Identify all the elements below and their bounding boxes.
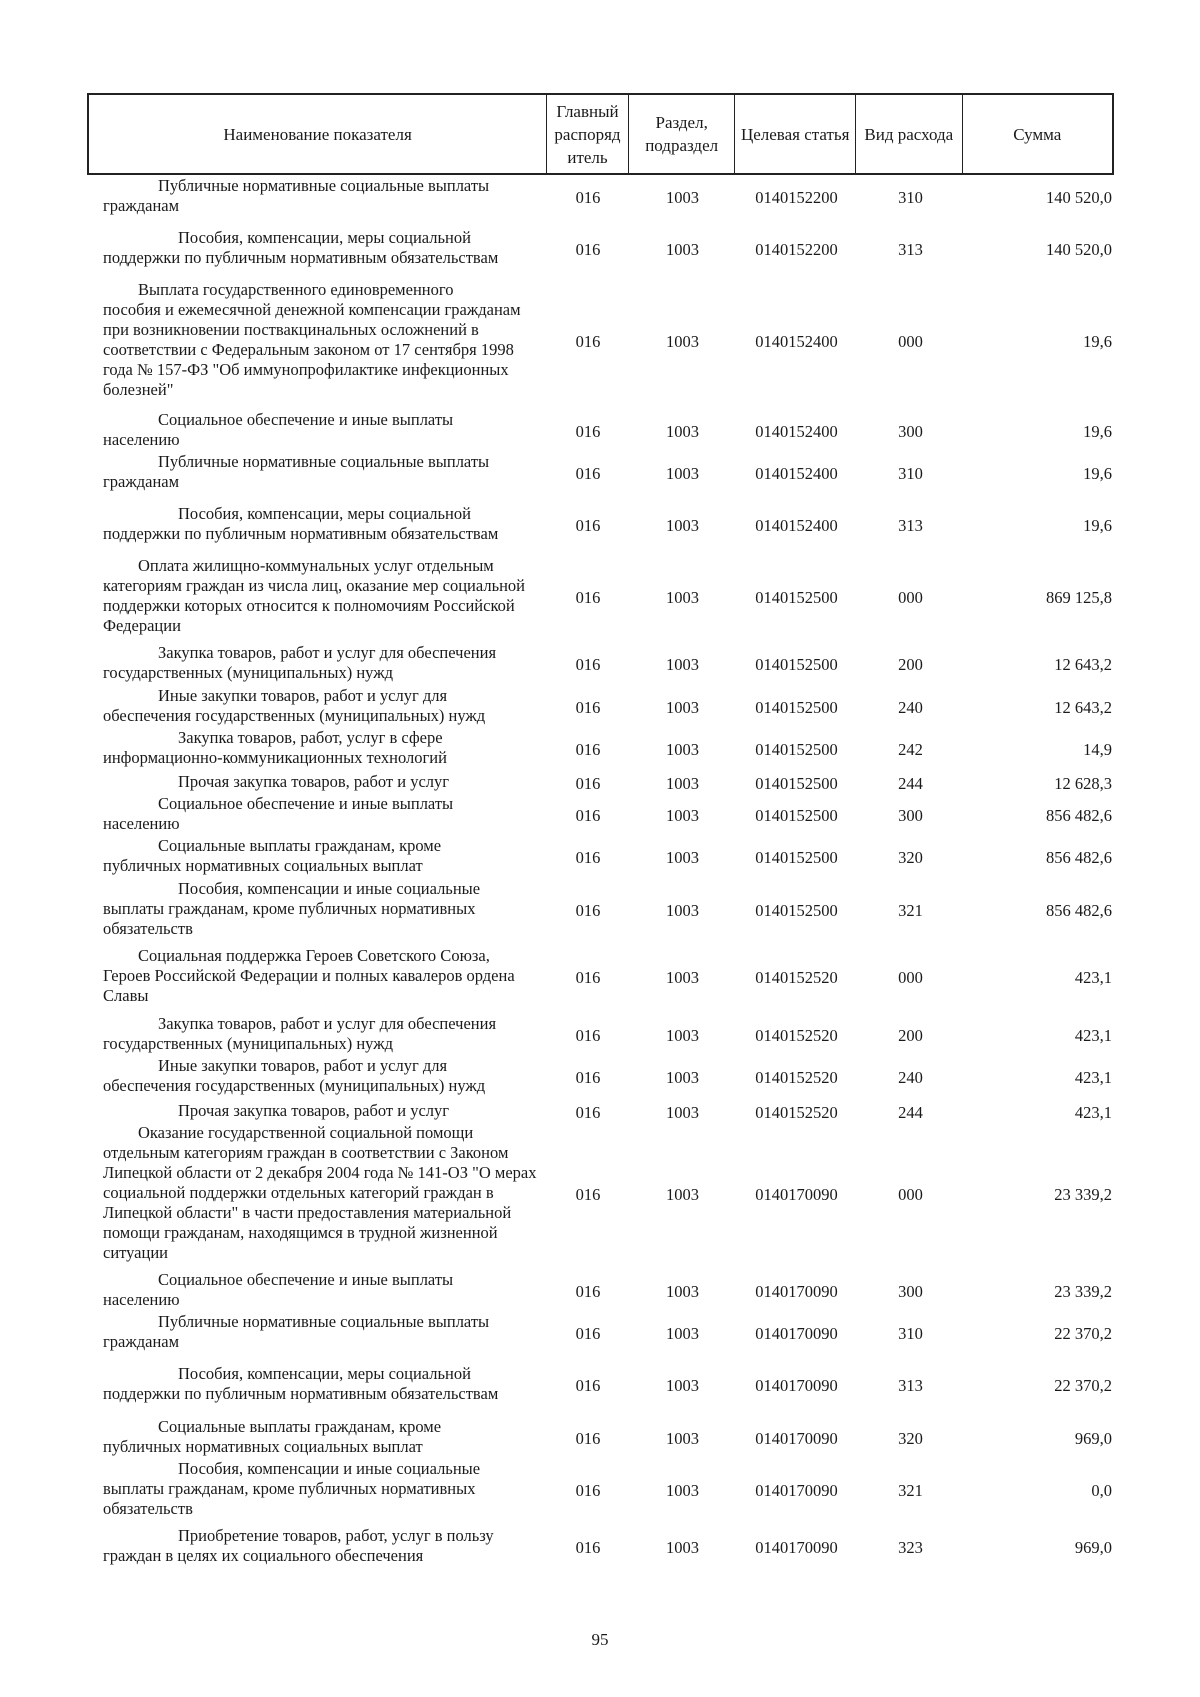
row-chief-manager: 016 (575, 806, 601, 825)
table-row (87, 452, 1114, 496)
row-chief-manager: 016 (575, 1185, 601, 1204)
row-chief-manager: 016 (575, 698, 601, 717)
row-name-first-line: Прочая закупка товаров, работ и услуг (178, 1101, 450, 1120)
table-row (87, 1123, 1114, 1267)
row-name-first-line: Пособия, компенсации, меры социальной (178, 228, 471, 247)
row-target-article: 0140170090 (755, 1185, 838, 1204)
row-name (103, 228, 543, 268)
row-expense-type: 320 (898, 1429, 923, 1448)
row-name-first-line: Публичные нормативные социальные выплаты (158, 452, 490, 471)
row-name-rest: пособия и ежемесячной денежной компенсации гражданам при возникновении поствакцинальных осложнений в соответствии с Федеральным законом от 17 сентября 1998 года № 157-ФЗ "Об иммунопрофилактике инфекционных болезней" (103, 300, 521, 399)
row-name-rest: гражданам (103, 472, 180, 491)
row-target-article: 0140152200 (755, 188, 838, 207)
table-row (87, 504, 1114, 548)
row-name-rest: государственных (муниципальных) нужд (103, 1034, 393, 1053)
row-name-first-line: Закупка товаров, работ, услуг в сфере (178, 728, 443, 747)
row-section: 1003 (666, 740, 699, 759)
row-amount: 423,1 (1074, 1026, 1112, 1045)
row-chief-manager: 016 (575, 1538, 601, 1557)
row-name-rest: информационно-коммуникационных технологий (103, 748, 447, 767)
row-target-article: 0140152400 (755, 464, 838, 483)
row-name-rest: поддержки по публичным нормативным обязательствам (103, 248, 499, 267)
row-amount: 0,0 (1091, 1481, 1112, 1500)
table-row (87, 772, 1114, 796)
row-amount: 140 520,0 (1046, 188, 1112, 207)
row-name-rest: населению (103, 814, 180, 833)
row-name (103, 410, 543, 450)
table-row (87, 1270, 1114, 1314)
row-amount: 423,1 (1074, 1103, 1112, 1122)
row-expense-type: 313 (898, 516, 923, 535)
header-gr: Главный распоряд итель (547, 95, 629, 173)
table-row (87, 1014, 1114, 1058)
row-target-article: 0140170090 (755, 1429, 838, 1448)
row-chief-manager: 016 (575, 516, 601, 535)
page-number: 95 (591, 1630, 609, 1649)
row-amount: 22 370,2 (1054, 1376, 1112, 1395)
row-expense-type: 200 (898, 1026, 923, 1045)
row-amount: 856 482,6 (1046, 806, 1112, 825)
row-amount: 969,0 (1074, 1429, 1112, 1448)
row-expense-type: 310 (898, 464, 923, 483)
row-chief-manager: 016 (575, 740, 601, 759)
row-section: 1003 (666, 774, 699, 793)
row-expense-type: 300 (898, 1282, 923, 1301)
row-chief-manager: 016 (575, 1324, 601, 1343)
row-chief-manager: 016 (575, 1068, 601, 1087)
row-name-first-line: Пособия, компенсации, меры социальной (178, 1364, 471, 1383)
row-name-first-line: Оказание государственной социальной помощи (138, 1123, 474, 1142)
row-name-first-line: Публичные нормативные социальные выплаты (158, 1312, 490, 1331)
row-name-first-line: Закупка товаров, работ и услуг для обеспечения (158, 643, 497, 662)
row-name (103, 1014, 543, 1054)
row-section: 1003 (666, 655, 699, 674)
table-row (87, 280, 1114, 404)
row-chief-manager: 016 (575, 774, 601, 793)
row-name (103, 794, 543, 834)
row-name (103, 176, 543, 216)
row-amount: 423,1 (1074, 968, 1112, 987)
row-section: 1003 (666, 1068, 699, 1087)
row-section: 1003 (666, 422, 699, 441)
row-amount: 19,6 (1083, 464, 1112, 483)
row-name-first-line: Социальное обеспечение и иные выплаты (158, 794, 454, 813)
row-name-rest: выплаты гражданам, кроме публичных нормативных обязательств (103, 899, 476, 938)
row-amount: 423,1 (1074, 1068, 1112, 1087)
row-expense-type: 242 (898, 740, 923, 759)
row-name-first-line: Оплата жилищно-коммунальных услуг отдельным (138, 556, 494, 575)
row-name-first-line: Выплата государственного единовременного (138, 280, 454, 299)
row-name-rest: публичных нормативных социальных выплат (103, 1437, 423, 1456)
header-section: Раздел, подраздел (629, 95, 736, 173)
row-name-rest: населению (103, 430, 180, 449)
row-expense-type: 310 (898, 188, 923, 207)
row-target-article: 0140170090 (755, 1538, 838, 1557)
row-amount: 23 339,2 (1054, 1282, 1112, 1301)
row-target-article: 0140152400 (755, 422, 838, 441)
table-row (87, 1101, 1114, 1125)
row-expense-type: 321 (898, 1481, 923, 1500)
table-row (87, 643, 1114, 687)
row-name (103, 452, 543, 492)
row-name-rest: граждан в целях их социального обеспечения (103, 1546, 424, 1565)
row-chief-manager: 016 (575, 464, 601, 483)
row-name-rest: гражданам (103, 1332, 180, 1351)
row-expense-type: 323 (898, 1538, 923, 1557)
row-name (103, 280, 543, 400)
row-name-rest: категориям граждан из числа лиц, оказание мер социальной поддержки которых относится к полномочиям Российской Федерации (103, 576, 526, 635)
row-expense-type: 244 (898, 1103, 923, 1122)
row-section: 1003 (666, 698, 699, 717)
row-name (103, 686, 543, 726)
row-chief-manager: 016 (575, 1282, 601, 1301)
row-name (103, 946, 543, 1006)
header-name: Наименование показателя (89, 95, 547, 173)
row-section: 1003 (666, 332, 699, 351)
row-amount: 12 628,3 (1054, 774, 1112, 793)
row-name-rest: выплаты гражданам, кроме публичных нормативных обязательств (103, 1479, 476, 1518)
row-expense-type: 320 (898, 848, 923, 867)
row-amount: 869 125,8 (1046, 588, 1112, 607)
row-name-rest: поддержки по публичным нормативным обязательствам (103, 524, 499, 543)
row-chief-manager: 016 (575, 968, 601, 987)
row-amount: 22 370,2 (1054, 1324, 1112, 1343)
row-chief-manager: 016 (575, 655, 601, 674)
row-section: 1003 (666, 516, 699, 535)
row-section: 1003 (666, 1185, 699, 1204)
row-chief-manager: 016 (575, 588, 601, 607)
row-name-first-line: Социальное обеспечение и иные выплаты (158, 1270, 454, 1289)
row-name (103, 556, 543, 636)
row-expense-type: 240 (898, 1068, 923, 1087)
row-name (103, 1101, 543, 1121)
row-target-article: 0140152520 (755, 1103, 838, 1122)
row-section: 1003 (666, 1103, 699, 1122)
row-chief-manager: 016 (575, 1103, 601, 1122)
table-row (87, 1312, 1114, 1356)
row-amount: 12 643,2 (1054, 698, 1112, 717)
row-name-first-line: Социальные выплаты гражданам, кроме (158, 836, 442, 855)
header-type: Вид расхода (856, 95, 963, 173)
header-article: Целевая статья (735, 95, 856, 173)
row-expense-type: 300 (898, 422, 923, 441)
row-amount: 14,9 (1083, 740, 1112, 759)
row-expense-type: 313 (898, 240, 923, 259)
row-name-rest: отдельным категориям граждан в соответствии с Законом Липецкой области от 2 декабря 2004 года № 141-ОЗ "О мерах социальной поддержки отдельных категорий граждан в Липецкой области" в части предоставления материальной помощи гражданам, находящимся в трудной жизненной ситуации (103, 1143, 537, 1262)
row-target-article: 0140152520 (755, 968, 838, 987)
row-expense-type: 244 (898, 774, 923, 793)
row-name (103, 1123, 543, 1263)
row-name (103, 1312, 543, 1352)
row-name-rest: Героев Российской Федерации и полных кавалеров ордена Славы (103, 966, 515, 1005)
row-name-rest: гражданам (103, 196, 180, 215)
row-section: 1003 (666, 901, 699, 920)
row-name (103, 1417, 543, 1457)
table-header (87, 93, 1114, 175)
row-target-article: 0140170090 (755, 1282, 838, 1301)
row-section: 1003 (666, 968, 699, 987)
row-section: 1003 (666, 1282, 699, 1301)
row-target-article: 0140152500 (755, 901, 838, 920)
row-target-article: 0140170090 (755, 1324, 838, 1343)
row-section: 1003 (666, 806, 699, 825)
row-name-first-line: Социальное обеспечение и иные выплаты (158, 410, 454, 429)
row-name (103, 1056, 543, 1096)
row-name-first-line: Пособия, компенсации, меры социальной (178, 504, 471, 523)
row-target-article: 0140152500 (755, 848, 838, 867)
header-sum: Сумма (1013, 124, 1062, 144)
table-row (87, 176, 1114, 220)
row-expense-type: 000 (898, 332, 923, 351)
row-name-first-line: Пособия, компенсации и иные социальные (178, 879, 481, 898)
row-chief-manager: 016 (575, 188, 601, 207)
row-section: 1003 (666, 848, 699, 867)
row-section: 1003 (666, 1538, 699, 1557)
row-name-first-line: Прочая закупка товаров, работ и услуг (178, 772, 450, 791)
row-section: 1003 (666, 1376, 699, 1395)
row-name-first-line: Иные закупки товаров, работ и услуг для (158, 686, 448, 705)
row-name-first-line: Пособия, компенсации и иные социальные (178, 1459, 481, 1478)
table-row (87, 1364, 1114, 1408)
row-name (103, 504, 543, 544)
row-expense-type: 321 (898, 901, 923, 920)
row-amount: 856 482,6 (1046, 848, 1112, 867)
row-name (103, 1364, 543, 1404)
row-section: 1003 (666, 588, 699, 607)
row-name-rest: обеспечения государственных (муниципальных) нужд (103, 1076, 486, 1095)
row-expense-type: 000 (898, 968, 923, 987)
row-expense-type: 313 (898, 1376, 923, 1395)
row-amount: 23 339,2 (1054, 1185, 1112, 1204)
row-name-rest: обеспечения государственных (муниципальных) нужд (103, 706, 486, 725)
row-amount: 19,6 (1083, 332, 1112, 351)
row-name-first-line: Иные закупки товаров, работ и услуг для (158, 1056, 448, 1075)
row-expense-type: 310 (898, 1324, 923, 1343)
table-row (87, 1417, 1114, 1461)
table-row (87, 410, 1114, 454)
row-name-rest: публичных нормативных социальных выплат (103, 856, 423, 875)
row-target-article: 0140152500 (755, 740, 838, 759)
row-target-article: 0140152500 (755, 588, 838, 607)
row-name (103, 1526, 543, 1566)
row-name (103, 879, 543, 939)
row-target-article: 0140152400 (755, 332, 838, 351)
row-expense-type: 200 (898, 655, 923, 674)
row-target-article: 0140152500 (755, 774, 838, 793)
row-expense-type: 240 (898, 698, 923, 717)
table-row (87, 946, 1114, 1010)
row-target-article: 0140152500 (755, 655, 838, 674)
row-amount: 19,6 (1083, 516, 1112, 535)
row-section: 1003 (666, 1026, 699, 1045)
table-row (87, 686, 1114, 730)
row-amount: 969,0 (1074, 1538, 1112, 1557)
row-section: 1003 (666, 1481, 699, 1500)
row-name (103, 1459, 543, 1519)
row-amount: 12 643,2 (1054, 655, 1112, 674)
row-name-rest: поддержки по публичным нормативным обязательствам (103, 1384, 499, 1403)
row-chief-manager: 016 (575, 422, 601, 441)
row-expense-type: 000 (898, 1185, 923, 1204)
row-chief-manager: 016 (575, 901, 601, 920)
row-amount: 856 482,6 (1046, 901, 1112, 920)
row-amount: 140 520,0 (1046, 240, 1112, 259)
table-row (87, 728, 1114, 772)
row-amount: 19,6 (1083, 422, 1112, 441)
row-chief-manager: 016 (575, 1481, 601, 1500)
row-chief-manager: 016 (575, 332, 601, 351)
table-row (87, 556, 1114, 640)
row-section: 1003 (666, 1324, 699, 1343)
row-name (103, 772, 543, 792)
row-target-article: 0140152520 (755, 1068, 838, 1087)
row-chief-manager: 016 (575, 1429, 601, 1448)
row-chief-manager: 016 (575, 240, 601, 259)
row-name-first-line: Социальная поддержка Героев Советского Союза, (138, 946, 490, 965)
row-target-article: 0140170090 (755, 1481, 838, 1500)
table-row (87, 794, 1114, 838)
row-name (103, 836, 543, 876)
row-expense-type: 000 (898, 588, 923, 607)
row-section: 1003 (666, 188, 699, 207)
table-row (87, 1056, 1114, 1100)
row-target-article: 0140170090 (755, 1376, 838, 1395)
row-section: 1003 (666, 464, 699, 483)
row-expense-type: 300 (898, 806, 923, 825)
row-target-article: 0140152500 (755, 698, 838, 717)
row-target-article: 0140152200 (755, 240, 838, 259)
row-chief-manager: 016 (575, 848, 601, 867)
row-name (103, 1270, 543, 1310)
table-row (87, 1526, 1114, 1570)
row-name (103, 728, 543, 768)
row-target-article: 0140152500 (755, 806, 838, 825)
row-target-article: 0140152520 (755, 1026, 838, 1045)
row-name-first-line: Приобретение товаров, работ, услуг в пользу (178, 1526, 494, 1545)
row-name-rest: государственных (муниципальных) нужд (103, 663, 393, 682)
row-section: 1003 (666, 240, 699, 259)
table-row (87, 836, 1114, 880)
row-name-first-line: Социальные выплаты гражданам, кроме (158, 1417, 442, 1436)
row-name-first-line: Закупка товаров, работ и услуг для обеспечения (158, 1014, 497, 1033)
table-row (87, 879, 1114, 943)
table-row (87, 228, 1114, 272)
row-name (103, 643, 543, 683)
row-name-rest: населению (103, 1290, 180, 1309)
row-name-first-line: Публичные нормативные социальные выплаты (158, 176, 490, 195)
table-row (87, 1459, 1114, 1523)
row-chief-manager: 016 (575, 1026, 601, 1045)
row-section: 1003 (666, 1429, 699, 1448)
row-target-article: 0140152400 (755, 516, 838, 535)
row-chief-manager: 016 (575, 1376, 601, 1395)
